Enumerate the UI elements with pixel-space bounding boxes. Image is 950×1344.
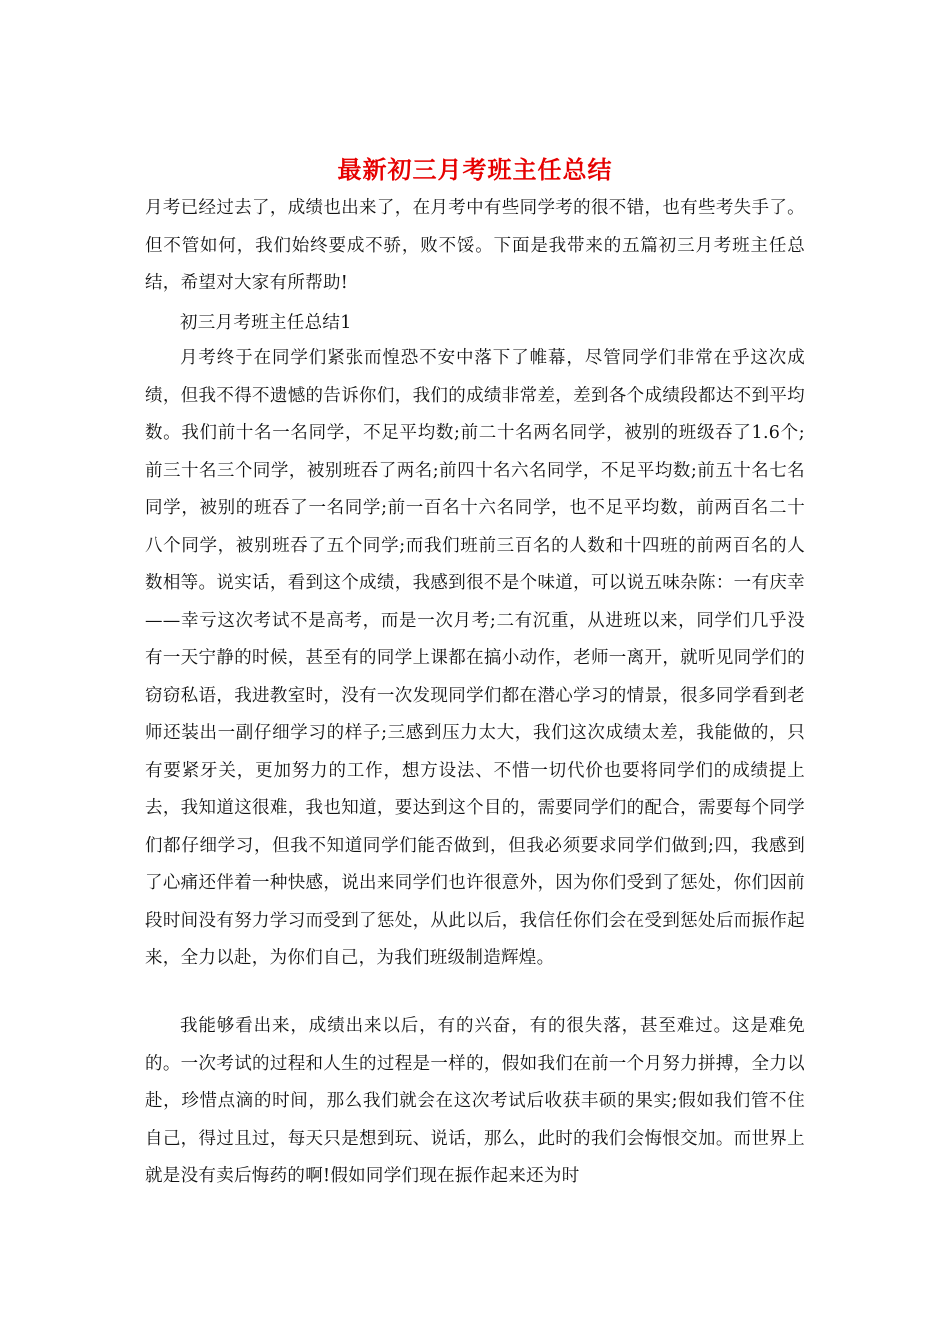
section-heading: 初三月考班主任总结1 <box>180 313 352 333</box>
body-paragraph-2: 我能够看出来，成绩出来以后，有的兴奋，有的很失落，甚至难过。这是难免的。一次考试的过程和人生的过程是一样的，假如我们在前一个月努力拼搏，全力以赴，珍惜点滴的时间，那么我们就会在这次考试后收获丰硕的果实;假如我们管不住自己，得过且过，每天只是想到玩、说话，那么，此时的我们会悔恨交加。而世界上就是没有卖后悔药的啊!假如同学们现在振作起来还为时 <box>145 1016 805 1186</box>
intro-paragraph: 月考已经过去了，成绩也出来了，在月考中有些同学考的很不错，也有些考失手了。但不管如何，我们始终要成不骄，败不馁。下面是我带来的五篇初三月考班主任总结，希望对大家有所帮助! <box>145 198 805 293</box>
document-title: 最新初三月考班主任总结 <box>337 155 613 184</box>
body-paragraph-1: 月考终于在同学们紧张而惶恐不安中落下了帷幕，尽管同学们非常在乎这次成绩，但我不得不遗憾的告诉你们，我们的成绩非常差，差到各个成绩段都达不到平均数。我们前十名一名同学，不足平均数;前二十名两名同学，被别的班级吞了1.6个;前三十名三个同学，被别班吞了两名;前四十名六名同学，不足平均数;前五十名七名同学，被别的班吞了一名同学;前一百名十六名同学，也不足平均数，前两百名二十八个同学，被别班吞了五个同学;而我们班前三百名的人数和十四班的前两百名的人数相等。说实话，看到这个成绩，我感到很不是个味道，可以说五味杂陈：一有庆幸——幸亏这次考试不是高考，而是一次月考;二有沉重，从进班以来，同学们几乎没有一天宁静的时候，甚至有的同学上课都在搞小动作，老师一离开，就听见同学们的窃窃私语，我进教室时，没有一次发现同学们都在潜心学习的情景，很多同学看到老师还装出一副仔细学习的样子;三感到压力太大，我们这次成绩太差，我能做的，只有要紧牙关，更加努力的工作，想方设法、不惜一切代价也要将同学们的成绩提上去，我知道这很难，我也知道，要达到这个目的，需要同学们的配合，需要每个同学们都仔细学习，但我不知道同学们能否做到，但我必须要求同学们做到;四，我感到了心痛还伴着一种快感，说出来同学们也许很意外，因为你们受到了惩处，你们因前段时间没有努力学习而受到了惩处，从此以后，我信任你们会在受到惩处后而振作起来，全力以赴，为你们自己，为我们班级制造辉煌。 <box>145 348 805 968</box>
